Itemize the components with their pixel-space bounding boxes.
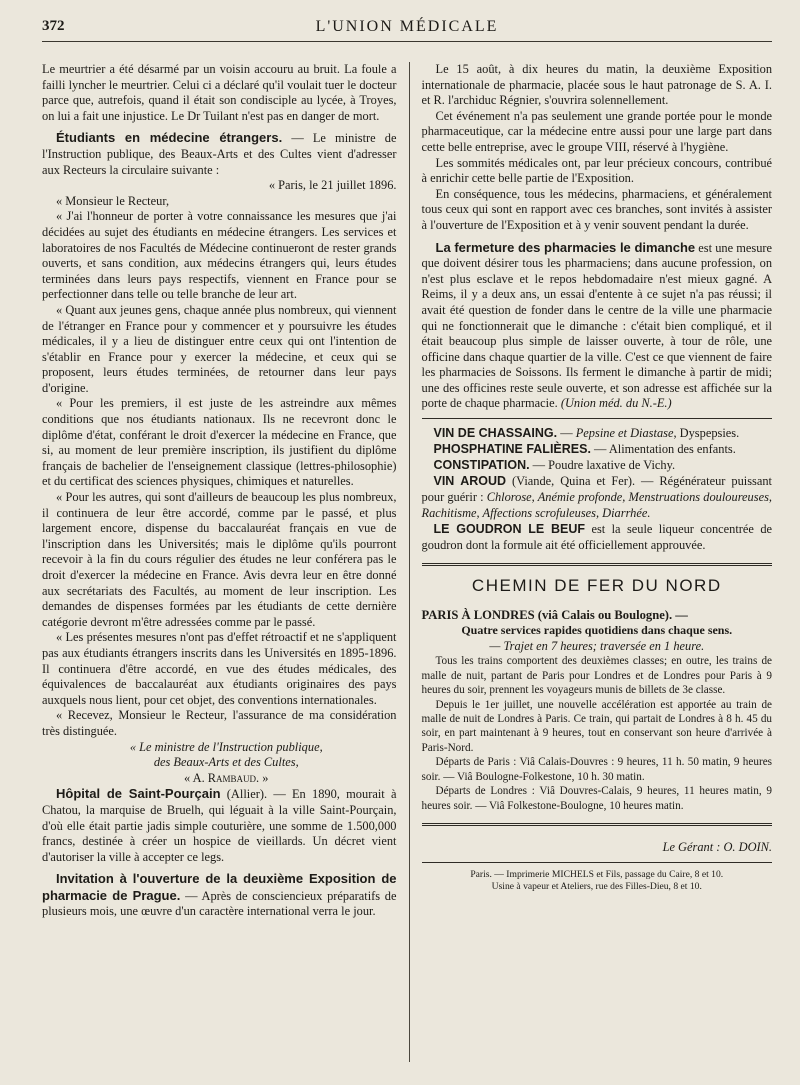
circular-paragraph-2: « Quant aux jeunes gens, chaque année plus nombreux, qui viennent de l'étranger en France pour y commencer et y poursuivre les études médicales, il y a lieu de distinguer entre ceux qui ont l'intention de s'établir en France pour y exercer la médecine, et ceux qui se proposent, leurs études terminées, de retourner dans leur pays d'origine. xyxy=(42,302,397,395)
ad-constipation-head: CONSTIPATION. xyxy=(433,458,530,473)
railway-route: PARIS À LONDRES (viâ Calais ou Boulogne). — xyxy=(421,607,688,622)
page-number: 372 xyxy=(42,18,65,34)
journal-title: L'UNION MÉDICALE xyxy=(315,17,499,35)
left-column xyxy=(42,62,397,1062)
intro-paragraph: Le meurtrier a été désarmé par un voisin accouru au bruit. La foule a failli lyncher le meurtrier. Celui ci a déclaré qu'il voulait tuer le docteur parce que, autrefois, quand il était son condisciple au lycée, à Troyes, on lui a fait une injustice. Le Dr Tuilant n'est pas en danger de mort. xyxy=(42,62,397,123)
ad-aroud-head: VIN AROUD xyxy=(433,474,507,489)
circular-date: « Paris, le 21 juillet 1896. xyxy=(268,178,397,193)
ads-rule xyxy=(422,418,773,419)
fermeture-article xyxy=(422,240,773,413)
railway-services: Quatre services rapides quotidiens dans chaque sens. xyxy=(461,623,733,638)
railway-trajet: — Trajet en 7 heures; traversée en 1 heure. xyxy=(489,638,705,653)
fermeture-heading: La fermeture des pharmacies le dimanche xyxy=(435,239,696,255)
ad-aroud-text: (Viande, Quina et Fer). — Régénérateur puissant pour guérir : xyxy=(421,474,773,505)
ad-phosphatine xyxy=(422,441,773,457)
ad-chassaing-text: Pepsine et Diastase xyxy=(575,426,674,441)
railway-paragraph-1: Tous les trains comportent des deuxièmes classes; en outre, les trains de malle de nuit, partant de Paris pour Londres et de Londres pour Paris à 9 heures du soir, prennent les voyageurs munis de billets de 3e classe. xyxy=(421,655,773,697)
footer-rule xyxy=(422,823,773,826)
ad-chassaing-head: VIN DE CHASSAING. xyxy=(433,426,558,441)
railway-departures-paris: Départs de Paris : Viâ Calais-Douvres : 9 heures, 11 h. 50 matin, 9 heures soir. — Viâ Boulogne-Folkestone, 10 h. 30 matin. xyxy=(421,756,773,783)
circular-paragraph-6: « Recevez, Monsieur le Recteur, l'assurance de ma considération très distinguée. xyxy=(42,708,397,738)
printer-line-1: Paris. — Imprimerie MICHELS et Fils, passage du Caire, 8 et 10. xyxy=(470,868,724,880)
printer-line-2: Usine à vapeur et Ateliers, rue des Filles-Dieu, 8 et 10. xyxy=(491,880,702,892)
ad-constipation xyxy=(422,457,773,473)
invitation-article xyxy=(42,871,397,920)
circular-paragraph-5: « Les présentes mesures n'ont pas d'effet rétroactif et ne s'appliquent pas aux étudiants étrangers inscrits dans les Universités en 1895-1896. Il continuera d'être accordé, en vue des études médicales, des équivalences de baccalauréat aux étudiants originaires des pays auxquels nous lient, pour cet objet, des conventions internationales. xyxy=(42,630,397,707)
hopital-article xyxy=(42,786,397,865)
expo-paragraph-1: Le 15 août, à dix heures du matin, la deuxième Exposition internationale de pharmacie, placée sous le haut patronage de S. A. I. et R. l'archiduc Régnier, s'ouvrira solennellement. xyxy=(421,62,773,108)
page-header xyxy=(42,0,772,42)
circular-paragraph-4: « Pour les autres, qui sont d'ailleurs de beaucoup les plus nombreux, il continuera de leur être accordé, comme par le passé, et plus largement encore, dispense du baccalauréat français en vue de l'inscription dans les Universités; mais le diplôme qu'ils pourront recevoir à la fin du cours régulier des études ne leur conférera pas le droit d'exercer la médecine en France. Avis devra leur en être donné aux secrétariats des Facultés, au moment de leur inscription. Les demandes de dispenses formées par les étudiants de cette dernière catégorie devront m'être adressées comme par le passé. xyxy=(42,490,397,629)
circular-paragraph-3: « Pour les premiers, il est juste de les astreindre aux mêmes conditions que nos étudiants nationaux. Ils ne recevront donc le diplôme d'état, conférant le droit d'exercer la médecine en France, que si, au moment de leur première inscription, ils justifient du diplôme français de bachelier de l'enseignement classique (lettres-philosophie) et du certificat des sciences physiques, chimiques et naturelles. xyxy=(42,396,397,489)
railway-details xyxy=(422,654,773,812)
expo-paragraph-2: Cet événement n'a pas seulement une grande portée pour le monde pharmaceutique, car la médecine entre aussi pour une large part dans cette belle entreprise, avec le groupe VIII, réservé à l'hygiène. xyxy=(421,108,773,154)
students-heading: Étudiants en médecine étrangers. xyxy=(56,130,283,146)
ad-goudron-text: est la seule liqueur concentrée de goudron dont la formule ait été officiellement approuvée. xyxy=(421,522,773,553)
fermeture-source: (Union méd. du N.-E.) xyxy=(560,396,672,411)
circular-salutation: « Monsieur le Recteur, xyxy=(56,193,170,208)
ad-phosphatine-head: PHOSPHATINE FALIÈRES. xyxy=(433,442,591,457)
railway-title: CHEMIN DE FER DU NORD xyxy=(471,576,722,596)
signature-line-1: « Le ministre de l'Instruction publique, xyxy=(129,739,323,754)
ad-goudron xyxy=(422,521,773,553)
ad-chassaing-tail: , Dyspepsies. xyxy=(673,426,740,441)
column-divider xyxy=(409,62,410,1062)
railway-paragraph-2: Depuis le 1er juillet, une nouvelle accélération est apportée au train de malle de nuit de Londres à Paris. Ce train, qui partait de Londres à 8 h. 45 du soir, en part maintenant à 9 heures, tout en conservant son heure d'arrivée à Paris-Nord. xyxy=(421,698,773,754)
hopital-heading: Hôpital de Saint-Pourçain xyxy=(56,786,221,802)
hopital-text: (Allier). — En 1890, mourait à Chatou, la marquise de Bruelh, qui léguait à la ville Saint-Pourçain, d'où elle était partie jadis simple couturière, une somme de 1.500,000 francs, destinée à créer un hospice de vieillards. Un décret vient d'autoriser la ville à accepter ce legs. xyxy=(42,787,397,864)
fermeture-text: est une mesure que doivent désirer tous les pharmaciens; dans aucune profession, on n'est plus esclave et le repos hebdomadaire n'est mieux gagné. A Reims, il y a deux ans, un essai d'entente à ce sujet n'a pas réussi; il avait été question de fonder dans le centre de la ville une pharmacie qui ne fonctionnerait que le dimanche : c'était bien compliqué, et il était beaucoup plus simple de laisser ouverte, à tour de rôle, une officine dans chaque quartier de la ville. C'est ce que viennent de faire les pharmacies de Soissons. Ils ferment le dimanche à partir de midi; une des officines reste seule ouverte, et son adresse est affichée sur la porte de chaque pharmacie. xyxy=(421,240,773,411)
expo-paragraph-4: En conséquence, tous les médecins, pharmaciens, et généralement tous ceux qui sont en rapport avec ces branches, sont invités à assister à l'ouverture de l'Exposition et à y venir souvent pendant la durée. xyxy=(421,186,773,232)
ad-goudron-head: LE GOUDRON LE BEUF xyxy=(433,522,586,537)
invitation-heading: Invitation à l'ouverture de la deuxième Exposition de pharmacie de Prague. xyxy=(42,871,397,903)
students-article xyxy=(42,130,397,178)
ad-phosphatine-text: — Alimentation des enfants. xyxy=(590,442,736,457)
gerant-line xyxy=(422,840,773,856)
ad-aroud xyxy=(422,473,773,521)
gerant-text: Le Gérant : O. DOIN. xyxy=(662,839,773,854)
printer-rule xyxy=(422,862,773,863)
expo-paragraph-3: Les sommités médicales ont, par leur précieux concours, contribué à enrichir cette belle partie de l'Exposition. xyxy=(421,155,773,186)
ad-aroud-italic: Chlorose, Anémie profonde, Menstruations douloureuses, Rachitisme, Affections scrofuleuses, Diarrhée. xyxy=(421,490,772,521)
railway-rule xyxy=(422,563,773,566)
columns xyxy=(42,62,772,1062)
ads-block xyxy=(422,425,773,553)
ad-chassaing: VIN DE CHASSAING. — Pepsine et Diastase, Dyspepsies. xyxy=(433,426,740,441)
circular-paragraph-1: « J'ai l'honneur de porter à votre connaissance les mesures que j'ai décidées au sujet des étudiants en médecine étrangers. Les services et laboratoires de nos Facultés de Médecine continueront de rester grands ouverts, et sans condition, aux médecins étrangers qui, leurs études terminées dans leurs pays respectifs, viennent en France pour se perfectionner dans telle ou telle branche de leur art. xyxy=(42,209,397,302)
signature-line-2: des Beaux-Arts et des Cultes, xyxy=(153,755,299,770)
signature-name: « A. Rambaud. » xyxy=(184,770,269,785)
students-text: — Le ministre de l'Instruction publique, des Beaux-Arts et des Cultes vient d'adresser aux Recteurs la circulaire suivante : xyxy=(42,131,397,177)
ad-constipation-text: — Poudre laxative de Vichy. xyxy=(529,458,676,473)
railway-departures-london: Départs de Londres : Viâ Douvres-Calais, 9 heures, 11 heures matin, 9 heures soir. — Viâ Folkestone-Boulogne, 10 heures matin. xyxy=(421,785,773,812)
invitation-text: — Après de consciencieux préparatifs de plusieurs mois, une œuvre d'un caractère international verra le jour. xyxy=(42,888,397,919)
right-column xyxy=(422,62,773,1062)
